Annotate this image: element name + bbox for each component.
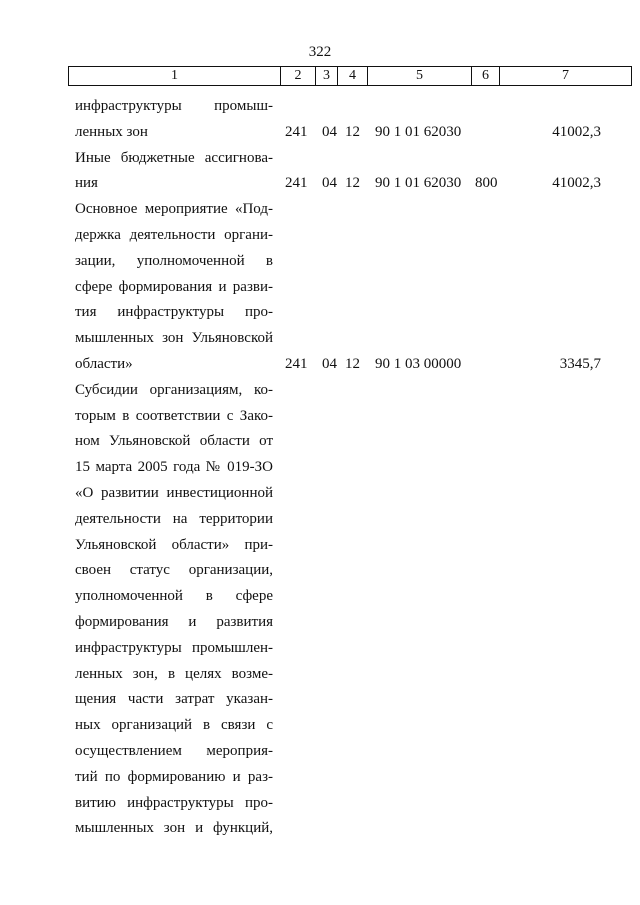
row-3-col7: 3345,7: [559, 356, 601, 372]
row-1-text-line: ленных зон: [75, 123, 148, 140]
row-4-text-line: витию инфраструктуры про-: [75, 794, 273, 811]
row-3-text-line: Основное мероприятие «Под-: [75, 201, 273, 218]
row-4-text-line: своен статус организации,: [75, 562, 273, 579]
row-3-text-line: сфере формирования и разви-: [75, 278, 273, 295]
row-3-col5: 90 1 03 00000: [375, 356, 462, 372]
row-2-col2: 241: [285, 175, 308, 192]
row-4-text-line: уполномоченной в сфере: [75, 588, 273, 605]
row-4-text-line: тий по формированию и раз-: [75, 768, 273, 785]
row-3-text-line: мышленных зон Ульяновской: [75, 330, 273, 347]
row-4-text-line: осуществлением мероприя-: [75, 743, 273, 759]
header-cell-1: 1: [69, 67, 281, 86]
row-4-text-line: Субсидии организациям, ко-: [75, 381, 273, 398]
row-1-col5: 90 1 01 62030: [375, 123, 462, 140]
row-1-col4: 12: [345, 123, 360, 140]
header-cell-7: 7: [500, 67, 632, 86]
row-4-text-line: 15 марта 2005 года № 019-ЗО: [75, 459, 273, 476]
row-4-text-line: торым в соответствии с Зако-: [75, 407, 273, 424]
header-cell-2: 2: [281, 67, 316, 86]
row-4-text-line: ных организаций в связи с: [75, 717, 273, 734]
table-header: [68, 66, 632, 86]
row-4-text-line: ном Ульяновской области от: [75, 433, 273, 450]
row-3-text-line: области»: [75, 356, 133, 372]
row-1-col7: 41002,3: [552, 123, 601, 140]
header-cell-5: 5: [368, 67, 472, 86]
row-3-col3: 04: [322, 356, 337, 372]
row-2-col5: 90 1 01 62030: [375, 175, 462, 192]
header-cell-3: 3: [316, 67, 338, 86]
row-4-text-line: «О развитии инвестиционной: [75, 485, 273, 501]
row-3-text-line: тия инфраструктуры про-: [75, 304, 273, 321]
row-2-col7: 41002,3: [552, 175, 601, 192]
row-3-col2: 241: [285, 356, 308, 372]
row-2-text-line: Иные бюджетные ассигнова-: [75, 149, 273, 166]
row-3-col4: 12: [345, 356, 360, 372]
row-4-text-line: формирования и развития: [75, 614, 273, 630]
row-4-text-line: ленных зон, в целях возме-: [75, 665, 273, 682]
row-2-col6: 800: [475, 175, 498, 192]
row-3-text-line: держка деятельности органи-: [75, 227, 273, 243]
row-4-text-line: инфраструктуры промышлен-: [75, 639, 273, 656]
row-1-col3: 04: [322, 123, 337, 140]
row-3-text-line: зации, уполномоченной в: [75, 252, 273, 269]
page-number: 322: [308, 44, 332, 60]
row-2-text-line: ния: [75, 175, 98, 192]
header-cell-6: 6: [472, 67, 500, 86]
row-2-col4: 12: [345, 175, 360, 192]
header-cell-4: 4: [338, 67, 368, 86]
row-4-text-line: щения части затрат указан-: [75, 691, 273, 708]
row-1-col2: 241: [285, 123, 308, 140]
row-1-text-line: инфраструктуры промыш-: [75, 98, 273, 114]
row-2-col3: 04: [322, 175, 337, 192]
row-4-text-line: мышленных зон и функций,: [75, 820, 273, 837]
row-4-text-line: Ульяновской области» при-: [75, 536, 273, 553]
row-4-text-line: деятельности на территории: [75, 510, 273, 527]
